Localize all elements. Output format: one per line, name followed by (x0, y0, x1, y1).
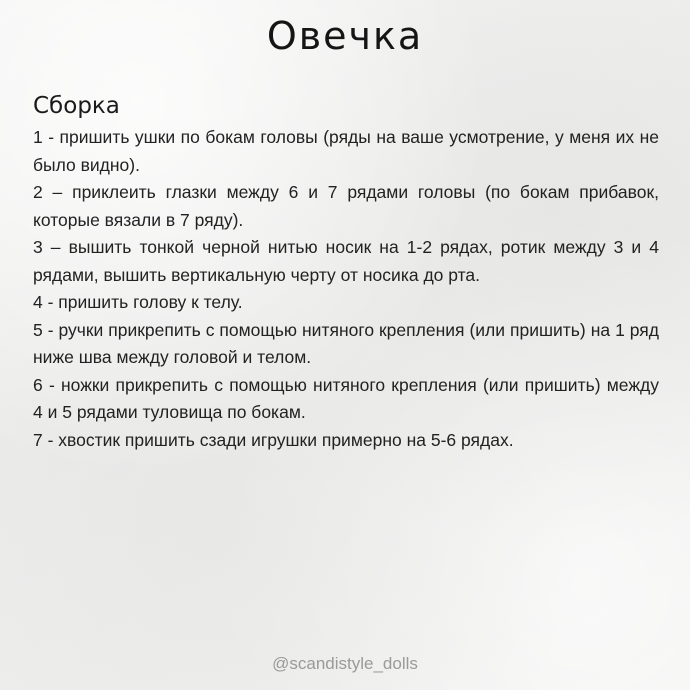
steps-list (33, 124, 659, 454)
section-title: Сборка (33, 93, 120, 119)
step-2: 2 – приклеить глазки между 6 и 7 рядами головы (по бокам прибавок, которые вязали в 7 ряду). (33, 182, 659, 230)
step-4: 4 - пришить голову к телу. (33, 292, 243, 312)
step-1: 1 - пришить ушки по бокам головы (ряды на ваше усмотрение, у меня их не было видно). (33, 127, 659, 175)
instructions-content (33, 90, 659, 454)
page-title: Овечка (266, 14, 424, 58)
step-6: 6 - ножки прикрепить с помощью нитяного крепления (или пришить) между 4 и 5 рядами туловища по бокам. (33, 374, 659, 422)
step-5: 5 - ручки прикрепить с помощью нитяного крепления (или пришить) на 1 ряд ниже шва между головой и телом. (33, 319, 659, 367)
step-3: 3 – вышить тонкой черной нитью носик на 1-2 рядах, ротик между 3 и 4 рядами, вышить вертикальную черту от носика до рта. (33, 237, 659, 285)
step-7: 7 - хвостик пришить сзади игрушки примерно на 5-6 рядах. (33, 429, 514, 450)
watermark-handle: @scandistyle_dolls (272, 654, 418, 673)
